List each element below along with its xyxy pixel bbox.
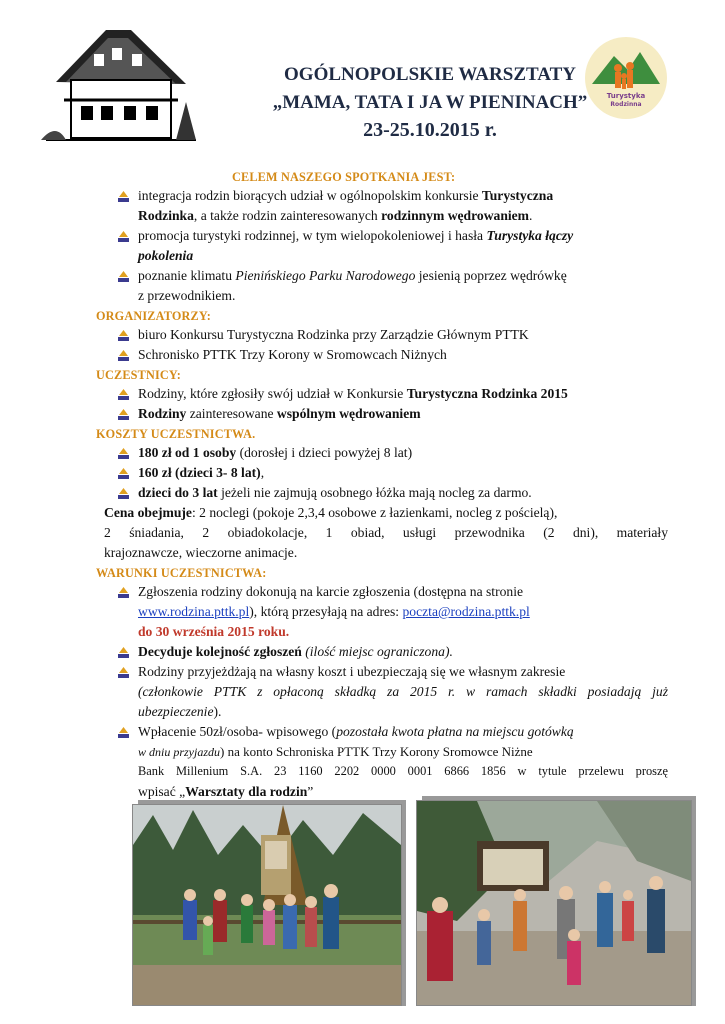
participant-item-1: Rodziny, które zgłosiły swój udział w Konkursie Turystyczna Rodzinka 2015 bbox=[138, 386, 568, 401]
organizer-item-1: biuro Konkursu Turystyczna Rodzinka przy Zarządzie Głównym PTTK bbox=[138, 327, 529, 342]
condition-item-3-cont: (członkowie PTTK z opłaconą składką za 2015 r. w ramach składki posiadają już bbox=[138, 684, 668, 699]
price-includes: Cena obejmuje: 2 noclegi (pokoje 2,3,4 osobowe z łazienkami, nocleg z pościelą), bbox=[104, 505, 558, 520]
goal-item-3-cont: z przewodnikiem. bbox=[138, 288, 236, 303]
bullet-arrow-icon bbox=[118, 330, 129, 342]
condition-deadline: do 30 września 2015 roku. bbox=[138, 624, 290, 639]
price-includes-cont: 2 śniadania, 2 obiadokolacje, 1 obiad, usługi przewodnika (2 dni), materiały bbox=[104, 525, 668, 540]
cost-item-2: 160 zł (dzieci 3- 8 lat), bbox=[138, 465, 265, 480]
title-dates: 23-25.10.2015 r. bbox=[363, 119, 497, 141]
photo-family-group-at-signpost bbox=[132, 804, 402, 1006]
bullet-arrow-icon bbox=[118, 350, 129, 362]
condition-item-3-end: ubezpieczenie). bbox=[138, 704, 222, 719]
goal-item-2: promocja turystyki rodzinnej, w tym wielopokoleniowej i hasła Turystyka łączy bbox=[138, 228, 574, 243]
website-link[interactable]: www.rodzina.pttk.pl bbox=[138, 604, 250, 619]
mountain-hut-drawing bbox=[36, 22, 206, 152]
email-link[interactable]: poczta@rodzina.pttk.pl bbox=[402, 604, 530, 619]
organizer-item-2: Schronisko PTTK Trzy Korony w Sromowcach Niżnych bbox=[138, 347, 447, 362]
participant-item-2: Rodziny zainteresowane wspólnym wędrowaniem bbox=[138, 406, 421, 421]
heading-costs: KOSZTY UCZESTNICTWA. bbox=[96, 427, 256, 441]
svg-text:Rodzinna: Rodzinna bbox=[610, 101, 642, 108]
bank-account: Bank Millenium S.A. 23 1160 2202 0000 0001 6866 1856 w tytule przelewu proszę bbox=[138, 764, 668, 778]
price-includes-end: krajoznawcze, wieczorne animacje. bbox=[104, 545, 298, 560]
title-line-1: OGÓLNOPOLSKIE WARSZTATY bbox=[284, 64, 576, 85]
condition-item-3: Rodziny przyjeżdżają na własny koszt i ubezpieczają się we własnym zakresie bbox=[138, 664, 566, 679]
turystyka-rodzinna-logo bbox=[584, 36, 668, 120]
condition-item-1: Zgłoszenia rodziny dokonują na karcie zgłoszenia (dostępna na stronie bbox=[138, 584, 524, 599]
bullet-arrow-icon bbox=[118, 667, 129, 679]
bullet-arrow-icon bbox=[118, 389, 129, 401]
goal-item-3: poznanie klimatu Pienińskiego Parku Narodowego jesienią poprzez wędrówkę bbox=[138, 268, 567, 283]
heading-participants: UCZESTNICY: bbox=[96, 368, 182, 382]
goal-item-1: integracja rodzin biorących udział w ogólnopolskim konkursie Turystyczna bbox=[138, 188, 554, 203]
goal-item-2-cont: pokolenia bbox=[138, 248, 194, 263]
bullet-arrow-icon bbox=[118, 409, 129, 421]
bullet-arrow-icon bbox=[118, 647, 129, 659]
cost-item-1: 180 zł od 1 osoby (dorosłej i dzieci powyżej 8 lat) bbox=[138, 445, 413, 460]
bullet-arrow-icon bbox=[118, 468, 129, 480]
bullet-arrow-icon bbox=[118, 448, 129, 460]
photo-hikers-at-trail-board bbox=[416, 800, 692, 1006]
goal-item-1-cont: Rodzinka, a także rodzin zainteresowanych rodzinnym wędrowaniem. bbox=[138, 208, 533, 223]
heading-goals: CELEM NASZEGO SPOTKANIA JEST: bbox=[232, 170, 456, 184]
cost-item-3: dzieci do 3 lat jeżeli nie zajmują osobnego łóżka mają nocleg za darmo. bbox=[138, 485, 532, 500]
condition-item-4: Wpłacenie 50zł/osoba- wpisowego (pozostała kwota płatna na miejscu gotówką bbox=[138, 724, 574, 739]
bullet-arrow-icon bbox=[118, 191, 129, 203]
bullet-arrow-icon bbox=[118, 271, 129, 283]
bullet-arrow-icon bbox=[118, 488, 129, 500]
condition-item-2: Decyduje kolejność zgłoszeń (ilość miejsc ograniczona). bbox=[138, 644, 453, 659]
bullet-arrow-icon bbox=[118, 231, 129, 243]
title-line-2: „MAMA, TATA I JA W PIENINACH” bbox=[272, 92, 588, 113]
bullet-arrow-icon bbox=[118, 727, 129, 739]
heading-organizers: ORGANIZATORZY: bbox=[96, 309, 211, 323]
heading-conditions: WARUNKI UCZESTNICTWA: bbox=[96, 566, 267, 580]
transfer-title: wpisać „Warsztaty dla rodzin” bbox=[138, 784, 314, 799]
bullet-arrow-icon bbox=[118, 587, 129, 599]
svg-text:Turystyka: Turystyka bbox=[606, 92, 646, 100]
condition-item-1-cont: www.rodzina.pttk.pl), którą przesyłają na adres: poczta@rodzina.pttk.pl bbox=[138, 604, 530, 619]
condition-item-4-cont: w dniu przyjazdu) na konto Schroniska PTTK Trzy Korony Sromowce Niżne bbox=[138, 744, 533, 759]
